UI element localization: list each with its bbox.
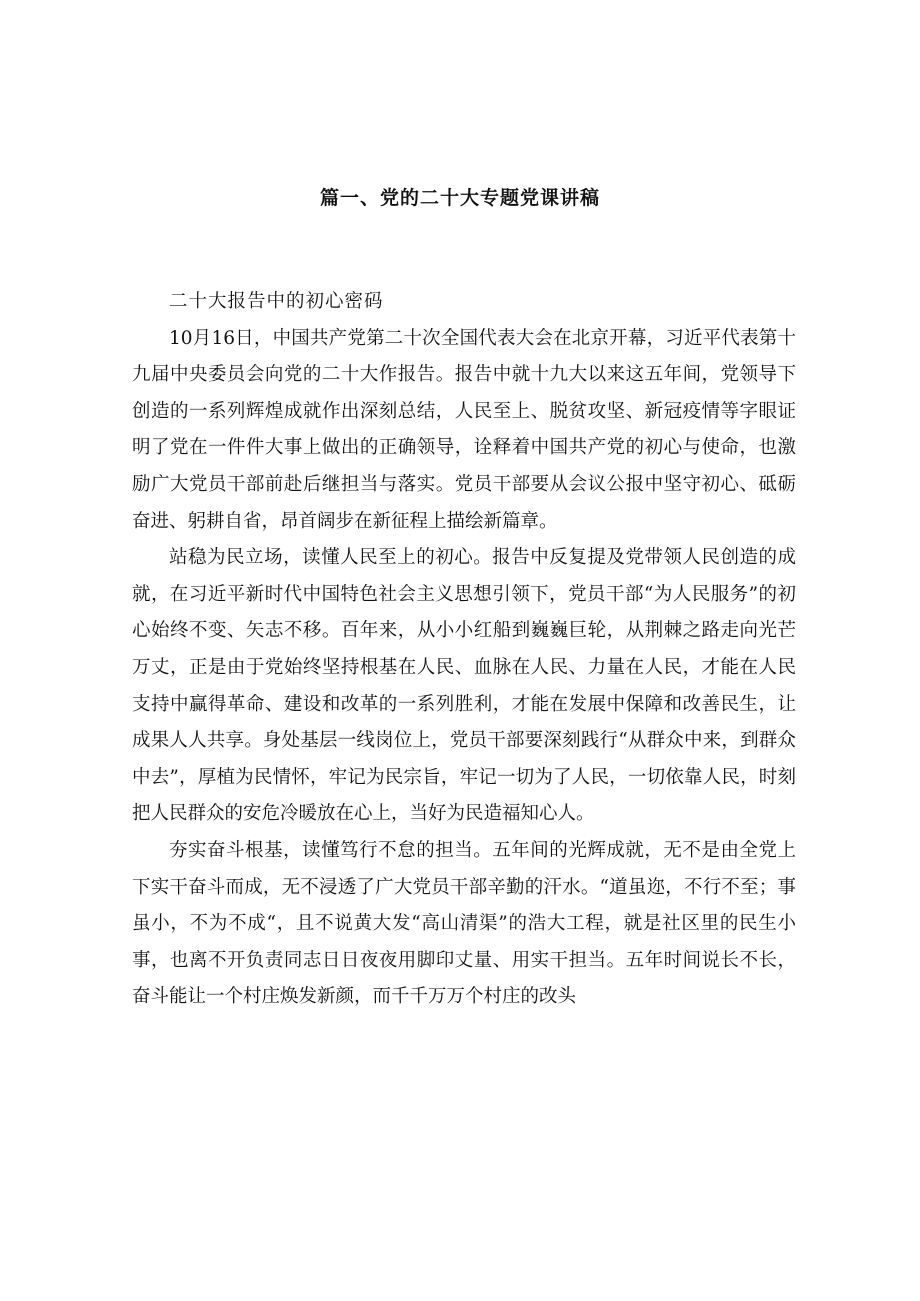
body-paragraph-2: 站稳为民立场，读懂人民至上的初心。报告中反复提及党带领人民创造的成就，在习近平新时代中国特色社会主义思想引领下，党员干部“为人民服务”的初心始终不变、矢志不移。百年来，从小小红船到巍巍巨轮，从荆棘之路走向光芒万丈，正是由于党始终坚持根基在人民、血脉在人民、力量在人民，才能在人民支持中赢得革命、建设和改革的一系列胜利，才能在发展中保障和改善民生，让成果人人共享。身处基层一线岗位上，党员干部要深刻践行“从群众中来，到群众中去”，厚植为民情怀，牢记为民宗旨，牢记一切为了人民，一切依靠人民，时刻把人民群众的安危冷暖放在心上，当好为民造福知心人。 [132,547,796,825]
body-paragraph-1: 10月16日，中国共产党第二十次全国代表大会在北京开幕，习近平代表第十九届中央委员会向党的二十大作报告。报告中就十九大以来这五年间，党领导下创造的一系列辉煌成就作出深刻总结，人民至上、脱贫攻坚、新冠疫情等字眼证明了党在一件件大事上做出的正确领导，诠释着中国共产党的初心与使命，也激励广大党员干部前赴后继担当与落实。党员干部要从会议公报中坚守初心、砥砺奋进、躬耕自省，昂首阔步在新征程上描绘新篇章。 [132,327,796,532]
section-subtitle: 二十大报告中的初心密码 [169,291,384,312]
document-body [132,284,796,1016]
body-paragraph-3: 夯实奋斗根基，读懂笃行不怠的担当。五年间的光辉成就，无不是由全党上下实干奋斗而成，无不浸透了广大党员干部辛勤的汗水。“道虽迩，不行不至；事虽小，不为不成“，且不说黄大发“高山清渠”的浩大工程，就是社区里的民生小事，也离不开负责同志日日夜夜用脚印丈量、用实干担当。五年时间说长不长，奋斗能让一个村庄焕发新颜，而千千万万个村庄的改头 [132,839,796,1008]
document-title: 篇一、党的二十大专题党课讲稿 [319,187,600,209]
